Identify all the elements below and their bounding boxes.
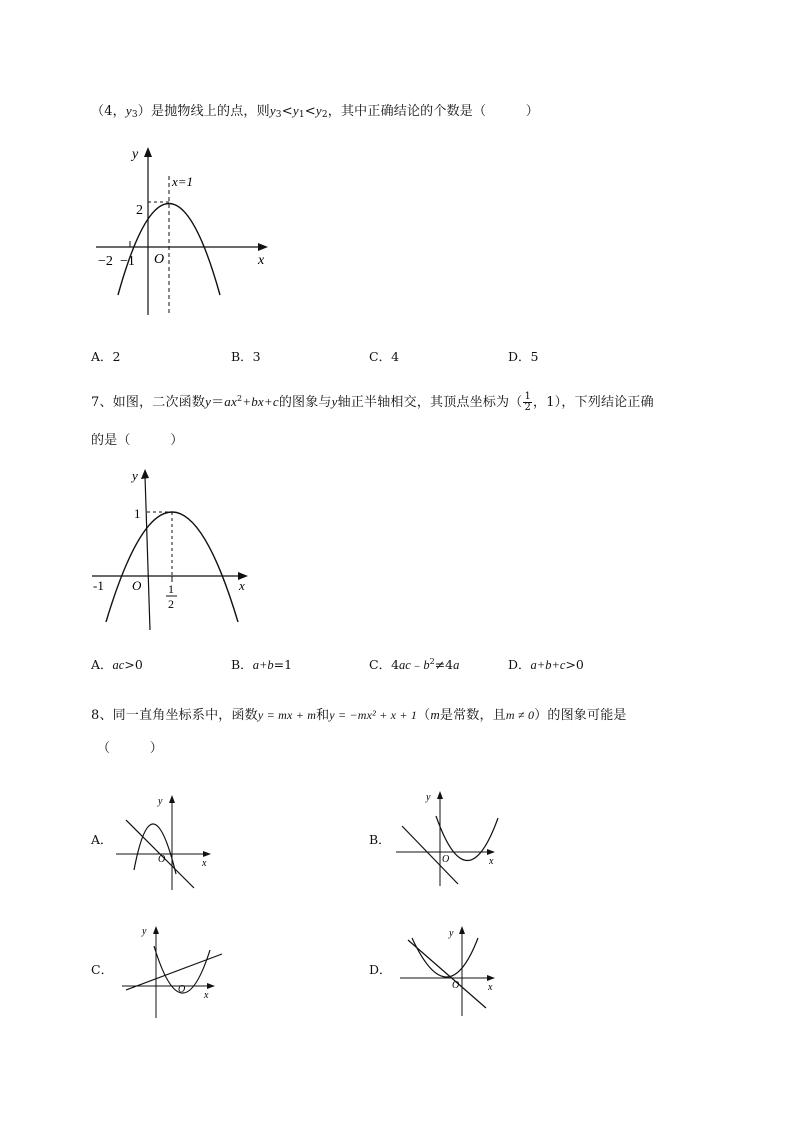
q6-ineq-y3-sub: 3 — [275, 110, 282, 120]
q7-func-y: y — [205, 394, 212, 409]
q7-end: ，1），下列结论正确 — [533, 395, 654, 410]
q6-tail-end: ，其中正确结论的个数是（ ） — [327, 104, 539, 119]
q6-y-arrow — [144, 147, 152, 157]
q8-option-b[interactable]: B． — [369, 832, 391, 847]
q7-axis-y: y — [331, 394, 338, 409]
q7-y-axis — [145, 476, 150, 630]
q8-graph-d — [396, 920, 506, 1020]
q7-option-a[interactable] — [91, 655, 143, 673]
q8-f1: y = mx + m — [257, 708, 317, 722]
q8a-x-arrow — [203, 851, 211, 857]
q8d-line — [408, 940, 486, 1008]
q7-option-b[interactable] — [231, 655, 292, 673]
q8d-label-y: y — [449, 928, 454, 939]
q7-question-line2: 的是（ ） — [91, 433, 184, 448]
q6-label-neg1: −1 — [120, 254, 135, 269]
q6-label-2: 2 — [136, 203, 143, 218]
q7-label-y: y — [132, 468, 138, 483]
q7-option-c[interactable] — [369, 655, 459, 673]
q8d-x-arrow — [487, 975, 495, 981]
q8-question-line1 — [91, 704, 627, 723]
q7-frac-num: 1 — [524, 391, 531, 402]
q7-mid: 的图象与 — [278, 395, 332, 410]
q8b-y-arrow — [437, 791, 443, 799]
q8-num: 8、同一直角坐标系中，函数 — [91, 708, 258, 723]
q7-label-x: x — [239, 578, 245, 593]
q7-label-neg1: -1 — [93, 578, 104, 593]
q7-num: 7、如图，二次函数 — [91, 395, 206, 410]
q7-option-c-prefix: C．4 — [369, 657, 400, 672]
q7-func-eq: ＝ — [211, 395, 225, 410]
q7-option-c-rest: ≠4 — [434, 657, 454, 672]
q7-label-frac-num: 1 — [168, 582, 174, 596]
q6-tail-y-sub: 3 — [131, 110, 138, 120]
q7-label-frac-den: 2 — [168, 597, 174, 611]
q6-tail-line — [91, 100, 539, 120]
q7-option-a-rest: >0 — [124, 657, 143, 672]
q7-option-b-math: a+b — [252, 658, 274, 672]
q6-ineq-lt2: < — [304, 104, 316, 119]
q8-paren-open: （ — [417, 708, 431, 723]
q7-label-O: O — [132, 578, 142, 593]
q7-option-b-prefix: B． — [231, 657, 253, 672]
q8c-label-O: O — [178, 984, 186, 995]
q7-graph — [88, 462, 258, 634]
q7-vertex-fraction — [523, 392, 532, 413]
q8-option-d[interactable]: D． — [369, 962, 392, 977]
q8c-label-x: x — [204, 990, 209, 1001]
q6-tail-close: ）是抛物线上的点，则 — [137, 104, 270, 119]
q7-option-c-sq: 2 — [429, 657, 435, 666]
q8c-y-arrow — [153, 926, 159, 934]
q8-cond: m ≠ 0 — [505, 708, 535, 722]
q8c-x-arrow — [207, 983, 215, 989]
q7-option-d-math: a+b+c — [530, 658, 566, 672]
q6-label-neg2: −2 — [98, 254, 113, 269]
q6-option-d[interactable]: D．5 — [508, 349, 539, 364]
q8a-label-O: O — [158, 854, 166, 865]
q6-ineq-y1: y — [292, 103, 299, 118]
q6-label-O: O — [154, 252, 165, 267]
q7-option-c-math1: ac — [399, 658, 411, 672]
q8-f2: y = −mx² + x + 1 — [329, 708, 418, 722]
q6-graph — [90, 140, 280, 320]
q7-option-a-prefix: A． — [91, 657, 113, 672]
q7-func-sq: 2 — [236, 394, 243, 403]
q7-option-d-prefix: D． — [508, 657, 531, 672]
q8b-label-O: O — [442, 854, 450, 865]
q6-option-c[interactable]: C．4 — [369, 349, 400, 364]
q6-ineq-y2: y — [315, 103, 322, 118]
q8-graph-a — [112, 790, 222, 894]
q6-tail-y: y — [125, 103, 132, 118]
q6-ineq-lt1: < — [281, 104, 293, 119]
q8d-parabola — [412, 938, 478, 977]
q7-option-c-minus: ﹣ — [410, 657, 424, 672]
q6-ineq-y3: y — [269, 103, 276, 118]
q7-label-1: 1 — [134, 506, 141, 521]
q6-ineq-y2-sub: 2 — [321, 110, 328, 120]
q6-option-b[interactable]: B．3 — [231, 349, 261, 364]
q7-func-a: ax — [224, 394, 237, 409]
q6-label-y: y — [132, 147, 139, 162]
q7-option-c-math3: a — [453, 658, 460, 672]
q8-question-line2: （ ） — [97, 741, 164, 756]
q7-option-b-rest: =1 — [273, 657, 293, 672]
q8c-label-y: y — [142, 926, 147, 937]
q8b-label-x: x — [489, 856, 494, 867]
q7-option-d-rest: >0 — [565, 657, 584, 672]
q7-option-d[interactable] — [508, 655, 584, 673]
q8d-label-O: O — [452, 980, 460, 991]
q8a-label-x: x — [202, 858, 207, 869]
q7-option-c-math2: b — [423, 658, 430, 672]
q8a-y-arrow — [169, 795, 175, 803]
q8-mid: 是常数，且 — [439, 708, 506, 723]
q8b-line — [402, 826, 458, 884]
q6-label-axis-line: x=1 — [172, 174, 194, 189]
q7-question-line1 — [91, 391, 654, 413]
q8-end: ）的图象可能是 — [534, 708, 627, 723]
q8-option-a[interactable]: A． — [91, 832, 113, 847]
q8d-y-arrow — [459, 926, 465, 934]
q6-ineq-y1-sub: 1 — [298, 110, 305, 120]
q8b-label-y: y — [426, 792, 431, 803]
q6-tail-open: （4， — [91, 104, 126, 119]
q8d-label-x: x — [488, 982, 493, 993]
q8-graph-b — [392, 786, 504, 890]
q8-graph-c — [118, 920, 228, 1020]
q8-m1: m — [430, 707, 440, 722]
q8b-x-arrow — [487, 849, 495, 855]
q7-frac-den: 2 — [524, 402, 531, 413]
q6-option-a[interactable]: A．2 — [91, 349, 121, 364]
q8-option-c[interactable]: C． — [91, 962, 114, 977]
q7-y-arrow — [141, 469, 149, 479]
q6-label-x: x — [258, 253, 265, 268]
q7-func-rest: +bx+c — [242, 394, 279, 409]
q7-mid2: 轴正半轴相交，其顶点坐标为（ — [337, 395, 523, 410]
q8a-label-y: y — [158, 796, 163, 807]
q7-option-a-math: ac — [112, 658, 125, 672]
q6-x-arrow — [258, 243, 268, 251]
q8-and: 和 — [316, 708, 330, 723]
